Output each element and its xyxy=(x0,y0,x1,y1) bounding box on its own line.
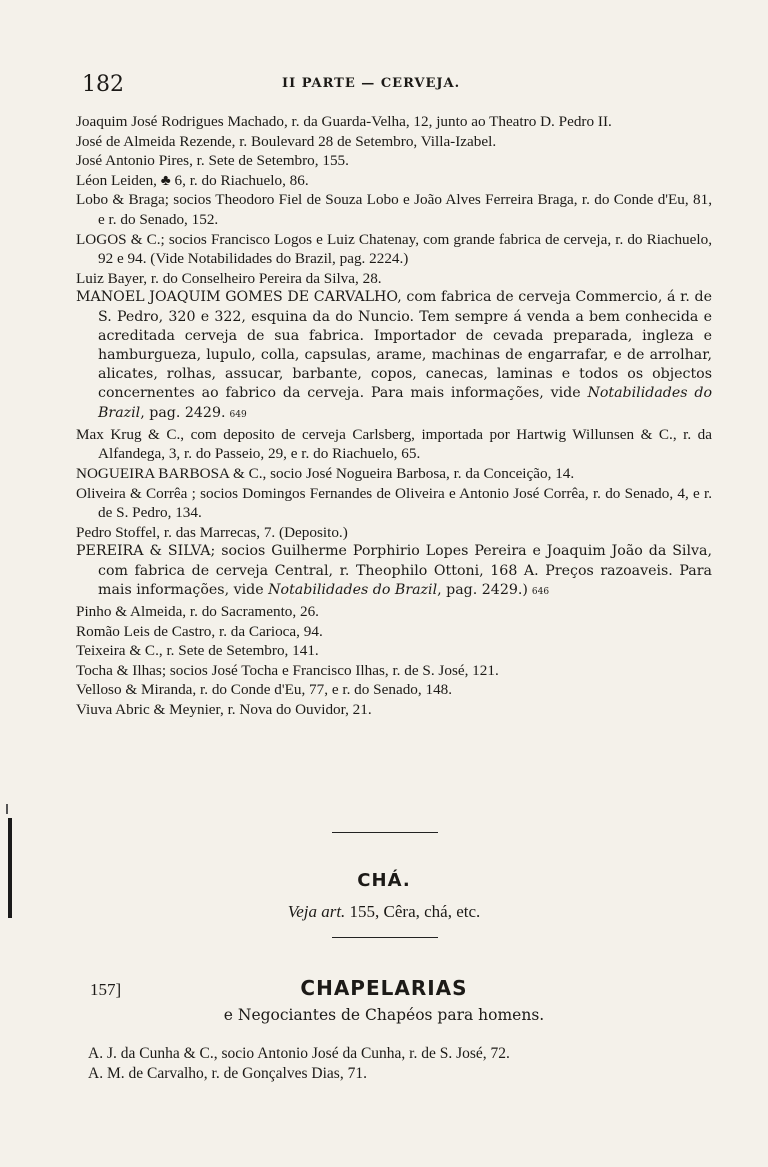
list-item: NOGUEIRA BARBOSA & C., socio José Nogueira Barbosa, r. da Conceição, 14. xyxy=(76,464,575,482)
section-number: 157] xyxy=(90,980,122,999)
running-title: II PARTE — CERVEJA. xyxy=(282,76,461,91)
list-item: A. J. da Cunha & C., socio Antonio José da Cunha, r. de S. José, 72. xyxy=(88,1045,510,1062)
list-item: José de Almeida Rezende, r. Boulevard 28 de Setembro, Villa-Izabel. xyxy=(76,132,497,150)
entry-text: PEREIRA & SILVA; socios Guilherme Porphirio Lopes Pereira e Joaquim João da Silva, com fabrica de cerveja Central, r. Theophilo Ottoni, 168 A. Preços razoaveis. Para mais informações, vide xyxy=(76,543,712,598)
entry-italic: Notabilidades do Brazil xyxy=(268,581,438,598)
list-item: Pedro Stoffel, r. das Marrecas, 7. (Deposito.) xyxy=(76,523,348,541)
reference-italic: Veja art. xyxy=(287,902,346,921)
divider xyxy=(332,832,438,833)
page-header xyxy=(82,72,722,98)
list-item: Lobo & Braga; socios Theodoro Fiel de Souza Lobo e João Alves Ferreira Braga, r. do Conde d'Eu, 81, e r. do Senado, 152. xyxy=(76,191,712,228)
list-item: Joaquim José Rodrigues Machado, r. da Guarda-Velha, 12, junto ao Theatro D. Pedro II. xyxy=(76,113,612,130)
section-title-chapelarias: CHAPELARIAS xyxy=(300,976,468,1000)
list-item-manoel xyxy=(76,288,712,424)
list-item-pereira xyxy=(76,542,712,602)
section-subtitle: e Negociantes de Chapéos para homens. xyxy=(223,1006,545,1024)
list-item: Oliveira & Corrêa ; socios Domingos Fernandes de Oliveira e Antonio José Corrêa, r. do Senado, 4, e r. de S. Pedro, 134. xyxy=(76,484,712,522)
entry-list-chapelarias xyxy=(88,1044,688,1084)
entry-text: MANOEL JOAQUIM GOMES DE CARVALHO, com fabrica de cerveja Commercio, á r. de S. Pedro, 320 e 322, esquina da do Nuncio. Tem sempre á venda a bem conhecida e acreditada cerveja de sua fabrica. Importador de cevada preparada, ingleza e hamburgueza, lupulo, colla, capsulas, arame, machinas de engarrafar, e de arrolhar, alicates, rolhas, assucar, barbante, copos, canecas, laminas e todos os objectos concernentes ao fabrico da cerveja. Para mais informações, vide xyxy=(76,289,712,402)
entry-italic: Notabilidades do Brazil xyxy=(98,385,712,421)
list-item: Max Krug & C., com deposito de cerveja Carlsberg, importada por Hartwig Willunsen & C., r. da Alfandega, 3, r. do Passeio, 29, e r. do Riachuelo, 65. xyxy=(76,425,712,463)
list-item: Viuva Abric & Meynier, r. Nova do Ouvidor, 21. xyxy=(76,700,372,718)
reference-text: 155, Cêra, chá, etc. xyxy=(345,902,481,921)
list-item: Velloso & Miranda, r. do Conde d'Eu, 77, e r. do Senado, 148. xyxy=(76,681,453,699)
list-item: Teixeira & C., r. Sete de Setembro, 141. xyxy=(76,642,319,660)
entry-text-end: , pag. 2429.) xyxy=(437,581,528,598)
list-item: Tocha & Ilhas; socios José Tocha e Francisco Ilhas, r. de S. José, 121. xyxy=(76,661,499,679)
list-item: A. M. de Carvalho, r. de Gonçalves Dias, 71. xyxy=(88,1065,367,1082)
list-item: José Antonio Pires, r. Sete de Setembro, 155. xyxy=(76,152,349,170)
page-number: 182 xyxy=(82,72,124,97)
list-item: LOGOS & C.; socios Francisco Logos e Luiz Chatenay, com grande fabrica de cerveja, r. do Riachuelo, 92 e 94. (Vide Notabilidades do Brazil, pag. 2224.) xyxy=(76,230,712,268)
list-item: Léon Leiden, ♣ 6, r. do Riachuelo, 86. xyxy=(76,171,309,189)
entry-text-end: , pag. 2429. xyxy=(140,404,226,421)
list-item: Romão Leis de Castro, r. da Carioca, 94. xyxy=(76,622,323,640)
marginal-number: 649 xyxy=(229,409,247,420)
divider xyxy=(332,937,438,938)
marginal-number: 646 xyxy=(531,586,550,597)
list-item: Pinho & Almeida, r. do Sacramento, 26. xyxy=(76,602,319,620)
entry-list-cerveja xyxy=(76,112,712,720)
section-reference xyxy=(0,902,768,922)
section-title-cha: CHÁ. xyxy=(357,870,411,891)
list-item: Luiz Bayer, r. do Conselheiro Pereira da Silva, 28. xyxy=(76,269,382,287)
